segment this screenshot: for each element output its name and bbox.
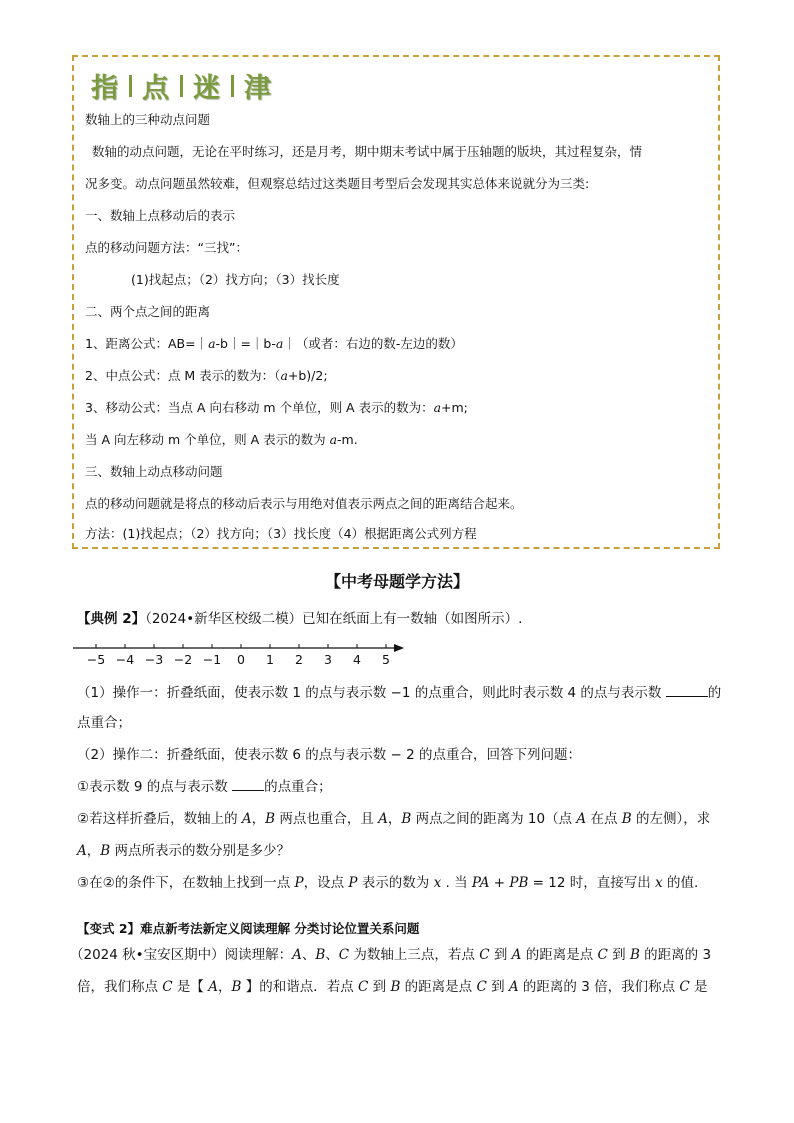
variant-line-2: 倍，我们称点 C 是【 A，B 】的和谐点．若点 C 到 B 的距离是点 C 到 A 的距离的 3 倍，我们称点 C 是	[77, 979, 708, 995]
tip-section-2: 二、两个点之间的距离	[85, 304, 211, 319]
number-line-label: −5	[86, 652, 106, 667]
number-line-label: −3	[144, 652, 164, 667]
tip-distance-formula: 1、距离公式：AB=｜a-b｜=｜b-a｜（或者：右边的数-左边的数）	[85, 336, 463, 351]
tip-section-1-steps: (1)找起点；（2）找方向；（3）找长度	[131, 272, 340, 287]
question-1-cont: 点重合；	[77, 715, 131, 731]
tip-title-separator	[231, 75, 234, 97]
variant-header	[77, 920, 419, 938]
number-line-label: 2	[295, 652, 303, 667]
answer-blank-2[interactable]	[232, 778, 264, 791]
question-2-part-2-cont: A，B 两点所表示的数分别是多少？	[77, 843, 290, 859]
tip-title-char: 指	[91, 73, 119, 104]
number-line-label: 5	[382, 652, 390, 667]
example-text: （2024•新华区校级二模）已知在纸面上有一数轴（如图所示）.	[145, 611, 523, 627]
example-header	[77, 610, 522, 628]
tip-move-formula-right: 3、移动公式：当点 A 向右移动 m 个单位，则 A 表示的数为：a+m;	[85, 400, 468, 415]
tip-midpoint-formula: 2、中点公式：点 M 表示的数为：（a+b)/2;	[85, 368, 328, 383]
answer-blank-1[interactable]	[666, 684, 708, 697]
tip-section-3: 三、数轴上动点移动问题	[85, 464, 223, 479]
number-line	[70, 636, 410, 670]
tip-title-char: 点	[142, 73, 170, 104]
variant-line-1: （2024 秋•宝安区期中）阅读理解：A、B、C 为数轴上三点，若点 C 到 A 的距离是点 C 到 B 的距离的 3	[70, 947, 712, 963]
number-line-label: −4	[115, 652, 135, 667]
tip-intro-line-1: 数轴的动点问题，无论在平时练习，还是月考，期中期末考试中属于压轴题的版块，其过程复杂，情	[92, 144, 643, 159]
number-line-label: 0	[237, 652, 245, 667]
number-line-label: 4	[353, 652, 361, 667]
tip-section-3-method: 方法：(1)找起点；（2）找方向；（3）找长度（4）根据距离公式列方程	[85, 526, 477, 541]
number-line-label: 1	[266, 652, 274, 667]
tip-move-formula-left: 当 A 向左移动 m 个单位，则 A 表示的数为 a-m.	[85, 432, 358, 447]
tip-title	[91, 66, 272, 105]
section-title: 【中考母题学方法】	[324, 572, 469, 591]
tip-section-3-desc: 点的移动问题就是将点的移动后表示与用绝对值表示两点之间的距离结合起来。	[85, 496, 523, 511]
tip-title-separator	[129, 75, 132, 97]
question-2-part-3: ③在②的条件下，在数轴上找到一点 P，设点 P 表示的数为 x . 当 PA + PB = 12 时，直接写出 x 的值.	[77, 875, 699, 891]
number-line-label: 3	[324, 652, 332, 667]
tip-section-1-method: 点的移动问题方法：“三找”：	[85, 240, 248, 255]
number-line-label: −1	[202, 652, 222, 667]
question-2-part-1: ①表示数 9 的点与表示数 的点重合；	[77, 779, 332, 795]
question-1: （1）操作一：折叠纸面，使表示数 1 的点与表示数 −1 的点重合，则此时表示数 4 的点与表示数 的	[77, 685, 722, 701]
question-2-part-2: ②若这样折叠后，数轴上的 A，B 两点也重合，且 A，B 两点之间的距离为 10（点 A 在点 B 的左侧），求	[77, 811, 711, 827]
tip-heading: 数轴上的三种动点问题	[85, 112, 211, 127]
question-2: （2）操作二：折叠纸面，使表示数 6 的点与表示数 − 2 的点重合，回答下列问题：	[77, 747, 582, 763]
variant-title: 难点新考法新定义阅读理解 分类讨论位置关系问题	[140, 921, 420, 936]
variant-tag: 【变式 2】	[77, 921, 141, 936]
tip-intro-line-2: 况多变。动点问题虽然较难，但观察总结过这类题目考型后会发现其实总体来说就分为三类:	[85, 176, 590, 191]
example-tag: 【典例 2】	[77, 611, 146, 627]
tip-title-char: 津	[244, 73, 272, 104]
tip-title-char: 迷	[193, 73, 221, 104]
number-line-arrow	[394, 644, 404, 652]
number-line-label: −2	[173, 652, 193, 667]
tip-title-separator	[180, 75, 183, 97]
tip-section-1: 一、数轴上点移动后的表示	[85, 208, 236, 223]
